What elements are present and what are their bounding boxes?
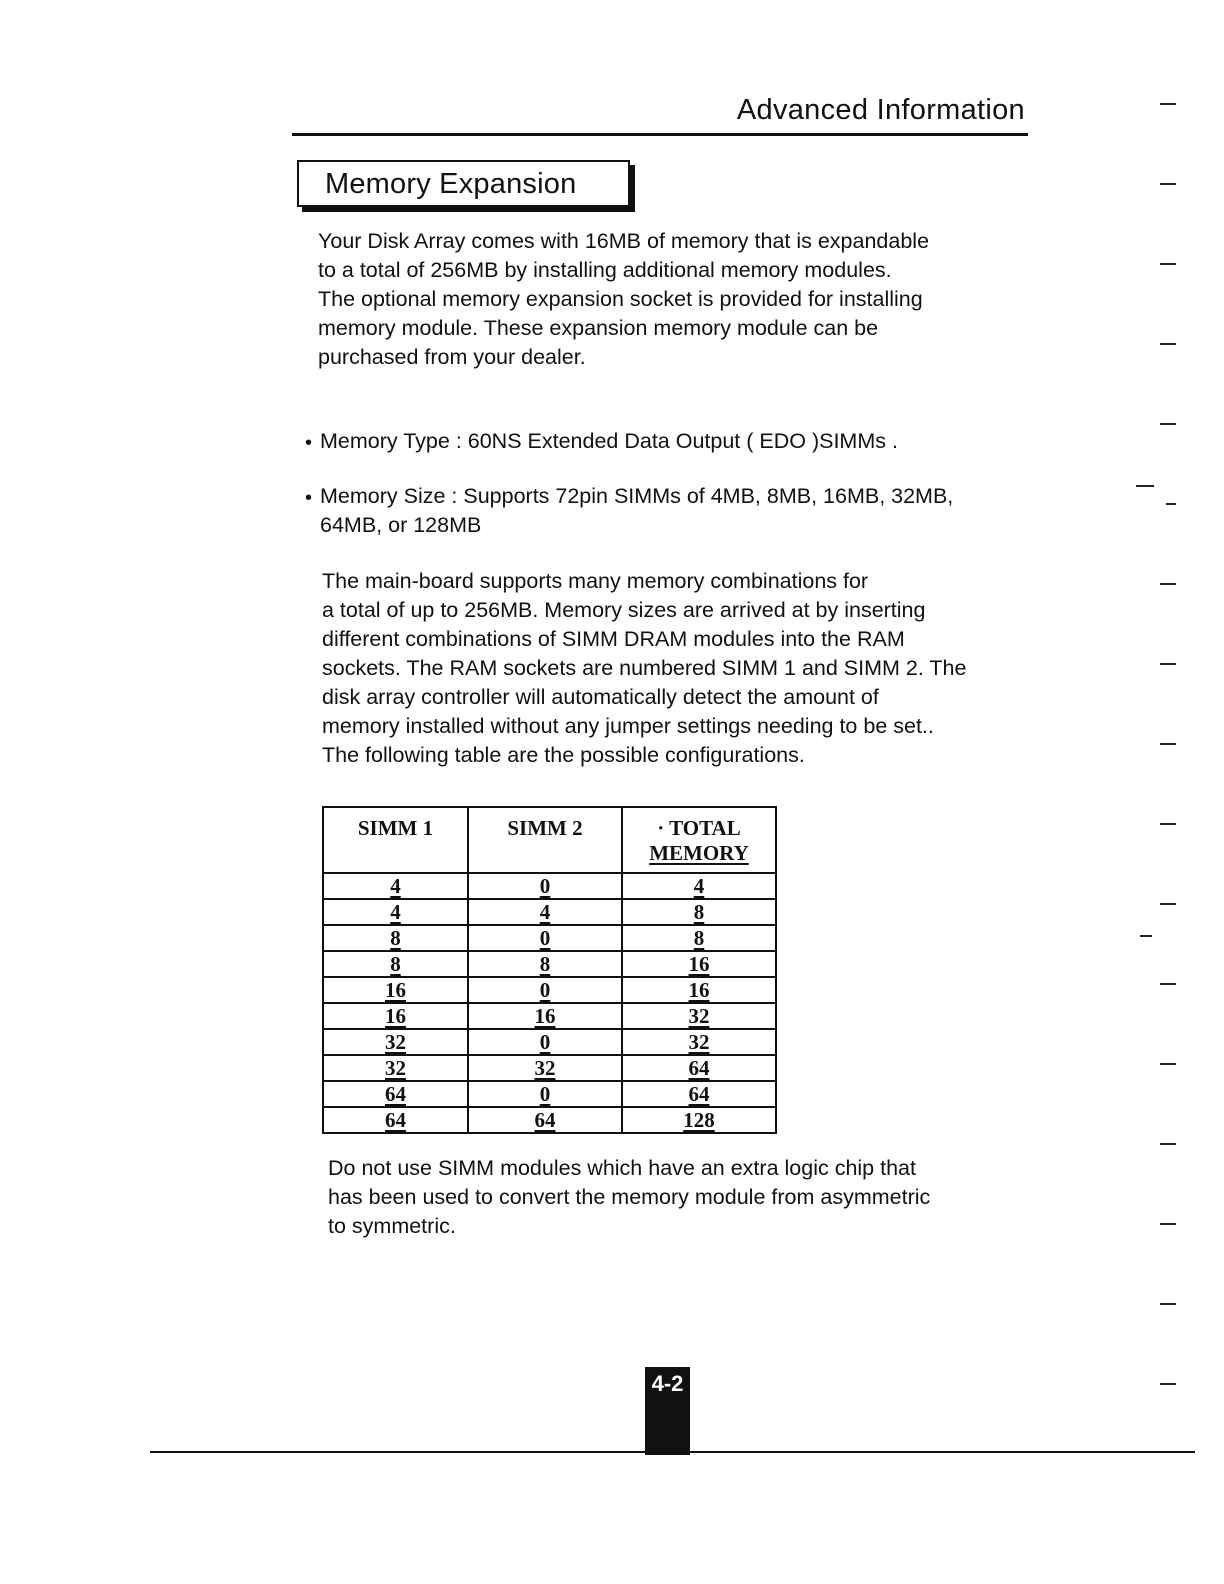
bullet-dot: • — [305, 487, 313, 509]
combinations-line: a total of up to 256MB. Memory sizes are arrived at by inserting — [322, 598, 926, 622]
cell-simm1: 4 — [323, 873, 468, 899]
header-simm1: SIMM 1 — [323, 807, 468, 873]
intro-line: Your Disk Array comes with 16MB of memory that is expandable — [318, 229, 930, 253]
edge-mark — [1136, 485, 1154, 487]
table-row — [323, 1107, 776, 1133]
cell-total: 64 — [622, 1081, 776, 1107]
cell-simm1: 64 — [323, 1107, 468, 1133]
cell-simm1: 32 — [323, 1029, 468, 1055]
cell-simm1: 16 — [323, 1003, 468, 1029]
cell-total: 128 — [622, 1107, 776, 1133]
edge-mark — [1160, 983, 1176, 985]
table-row — [323, 951, 776, 977]
cell-simm1: 8 — [323, 925, 468, 951]
section-title: Memory Expansion — [325, 168, 577, 200]
edge-mark — [1160, 583, 1176, 585]
warning-line: Do not use SIMM modules which have an extra logic chip that — [328, 1156, 916, 1180]
edge-mark — [1160, 1383, 1176, 1385]
edge-mark — [1160, 903, 1176, 905]
intro-line: to a total of 256MB by installing additional memory modules. — [318, 258, 892, 282]
edge-mark — [1160, 1223, 1176, 1225]
intro-paragraph — [318, 227, 929, 372]
cell-simm2: 0 — [468, 1081, 622, 1107]
edge-mark — [1160, 663, 1176, 665]
header-total-label: · TOTAL — [657, 816, 741, 840]
cell-simm2: 0 — [468, 977, 622, 1003]
cell-simm2: 16 — [468, 1003, 622, 1029]
table-row — [323, 1029, 776, 1055]
combinations-line: The following table are the possible configurations. — [322, 743, 805, 767]
combinations-line: different combinations of SIMM DRAM modules into the RAM — [322, 627, 905, 651]
table-row — [323, 977, 776, 1003]
bullet-line: Memory Size : Supports 72pin SIMMs of 4MB, 8MB, 16MB, 32MB, — [320, 484, 954, 508]
cell-simm2: 32 — [468, 1055, 622, 1081]
cell-simm1: 64 — [323, 1081, 468, 1107]
header-rule — [292, 133, 1028, 136]
cell-simm1: 32 — [323, 1055, 468, 1081]
edge-mark — [1160, 743, 1176, 745]
cell-total: 8 — [622, 899, 776, 925]
table-row — [323, 899, 776, 925]
bullet-memory-size — [320, 482, 953, 540]
warning-line: has been used to convert the memory module from asymmetric — [328, 1185, 931, 1209]
warning-line: to symmetric. — [328, 1214, 456, 1238]
edge-mark — [1160, 823, 1176, 825]
header-simm2: SIMM 2 — [468, 807, 622, 873]
page-number: 4-2 — [651, 1371, 684, 1396]
cell-total: 32 — [622, 1029, 776, 1055]
edge-mark — [1160, 103, 1176, 105]
cell-total: 16 — [622, 951, 776, 977]
cell-simm2: 0 — [468, 925, 622, 951]
table-header-row — [323, 807, 776, 873]
table-row — [323, 925, 776, 951]
cell-simm2: 8 — [468, 951, 622, 977]
cell-simm1: 8 — [323, 951, 468, 977]
edge-mark — [1160, 263, 1176, 265]
cell-simm2: 0 — [468, 1029, 622, 1055]
edge-mark — [1160, 1303, 1176, 1305]
bullet-dot: • — [305, 432, 313, 454]
cell-simm1: 16 — [323, 977, 468, 1003]
cell-total: 64 — [622, 1055, 776, 1081]
edge-mark — [1140, 935, 1152, 937]
combinations-line: memory installed without any jumper settings needing to be set.. — [322, 714, 934, 738]
combinations-line: sockets. The RAM sockets are numbered SIMM 1 and SIMM 2. The — [322, 656, 967, 680]
table-row — [323, 1081, 776, 1107]
intro-line: The optional memory expansion socket is provided for installing — [318, 287, 923, 311]
combinations-line: disk array controller will automatically detect the amount of — [322, 685, 879, 709]
combinations-paragraph — [322, 567, 966, 770]
intro-line: purchased from your dealer. — [318, 345, 586, 369]
edge-mark — [1160, 423, 1176, 425]
edge-mark — [1160, 343, 1176, 345]
warning-paragraph — [328, 1154, 930, 1241]
intro-line: memory module. These expansion memory module can be — [318, 316, 879, 340]
cell-simm2: 64 — [468, 1107, 622, 1133]
bullet-line: 64MB, or 128MB — [320, 513, 482, 537]
header-memory-label: MEMORY — [649, 841, 749, 865]
table-row — [323, 873, 776, 899]
cell-total: 8 — [622, 925, 776, 951]
cell-simm2: 4 — [468, 899, 622, 925]
combinations-line: The main-board supports many memory combinations for — [322, 569, 869, 593]
bullet-line: Memory Type : 60NS Extended Data Output ( EDO )SIMMs . — [320, 429, 898, 453]
edge-mark — [1160, 1063, 1176, 1065]
memory-config-table — [322, 806, 777, 1134]
cell-total: 32 — [622, 1003, 776, 1029]
cell-simm2: 0 — [468, 873, 622, 899]
edge-mark — [1160, 1143, 1176, 1145]
cell-simm1: 4 — [323, 899, 468, 925]
edge-mark — [1166, 503, 1176, 505]
chapter-header: Advanced Information — [736, 94, 1025, 126]
cell-total: 4 — [622, 873, 776, 899]
header-total-memory — [622, 807, 776, 873]
table-row — [323, 1003, 776, 1029]
bullet-memory-type — [320, 427, 898, 456]
edge-mark — [1160, 183, 1176, 185]
table-row — [323, 1055, 776, 1081]
cell-total: 16 — [622, 977, 776, 1003]
